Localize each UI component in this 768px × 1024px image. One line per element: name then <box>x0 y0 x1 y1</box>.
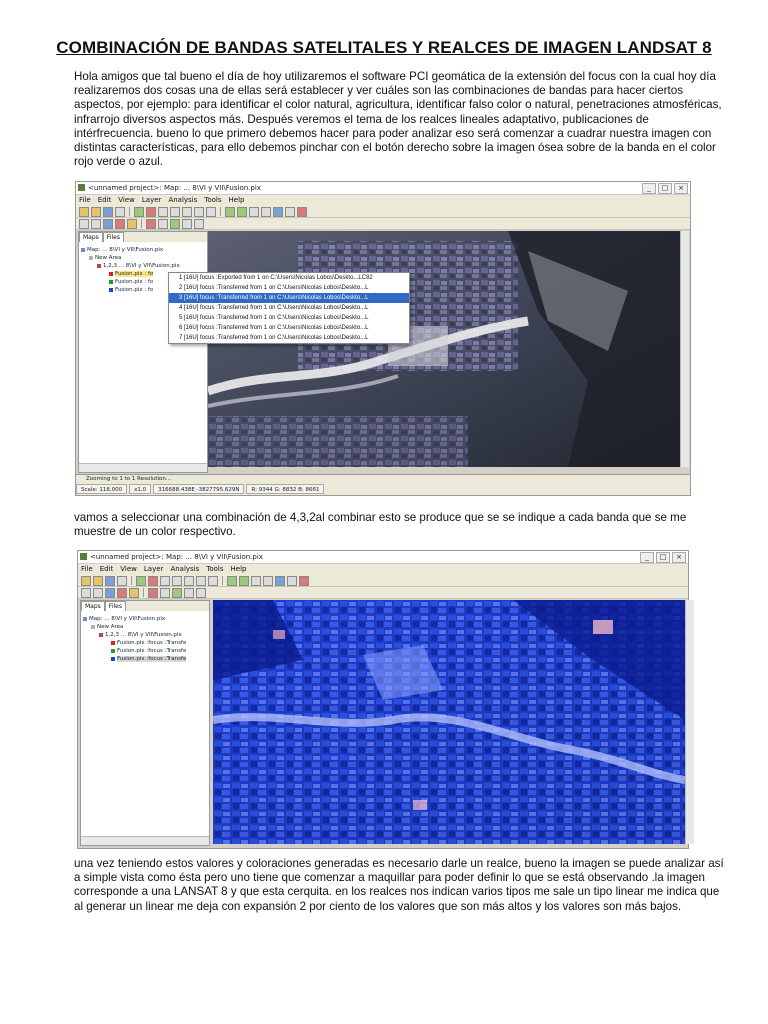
cut-icon[interactable] <box>172 576 182 586</box>
app-icon <box>80 553 87 560</box>
screenshot-pci-false-color <box>77 550 689 849</box>
tree-item-green[interactable]: Fusion.pix : fo <box>81 278 205 286</box>
histogram-icon[interactable] <box>299 576 309 586</box>
context-item-band-3[interactable]: 3 [16U] focus :Transferred from 1 on C:\Users\Nicolas Lobos\Deskto...L <box>169 293 409 303</box>
tree-item-blue[interactable]: Fusion.pix : fo <box>81 286 205 294</box>
minimize-button[interactable]: _ <box>642 183 656 194</box>
blue-channel-icon <box>109 288 113 292</box>
red-channel-icon <box>109 272 113 276</box>
print-icon[interactable] <box>115 207 125 217</box>
undo-icon[interactable] <box>208 576 218 586</box>
palette-icon[interactable] <box>129 588 139 598</box>
status-message: Zooming to 1 to 1 Resolution... <box>86 476 172 482</box>
pan-icon[interactable] <box>261 207 271 217</box>
tab-maps[interactable]: Maps <box>81 601 105 611</box>
green-channel-icon <box>109 280 113 284</box>
zoom-out-icon[interactable] <box>239 576 249 586</box>
zoom-out-icon[interactable] <box>237 207 247 217</box>
open-file-icon[interactable] <box>91 207 101 217</box>
open-file-icon[interactable] <box>93 576 103 586</box>
toolbar-main <box>76 206 690 218</box>
status-zoom: x1.0 <box>129 484 151 494</box>
menu-view[interactable]: View <box>120 565 137 573</box>
menu-edit[interactable]: Edit <box>97 196 112 204</box>
grid-icon[interactable] <box>273 207 283 217</box>
select-icon[interactable] <box>91 219 101 229</box>
maps-pane <box>80 600 210 846</box>
window-titlebar <box>78 551 688 564</box>
menu-edit[interactable]: Edit <box>99 565 114 573</box>
save-icon[interactable] <box>105 576 115 586</box>
blue-channel-icon <box>111 657 115 661</box>
context-item-band-4[interactable]: 4 [16U] focus :Transferred from 1 on C:\Users\Nicolas Lobos\Deskto...L <box>179 305 369 311</box>
tree-item-map[interactable]: Map: ... 8\VI y VII\Fusion.pix <box>81 246 205 254</box>
fill-icon[interactable] <box>172 588 182 598</box>
map-vscroll[interactable] <box>680 231 689 467</box>
histogram-icon[interactable] <box>297 207 307 217</box>
tree-item-layer[interactable]: 1,2,3 ... 8\VI y VII\Fusion.pix <box>81 262 205 270</box>
fill-icon[interactable] <box>170 219 180 229</box>
toolbar-secondary <box>78 587 688 599</box>
stop-icon[interactable] <box>146 207 156 217</box>
draw-icon[interactable] <box>115 219 125 229</box>
window-title: <unnamed project>: Map: ... 8\VI y VII\Fusion.pix <box>90 553 263 561</box>
new-file-icon[interactable] <box>81 576 91 586</box>
tree-item-red[interactable]: Fusion.pix : fo <box>81 270 205 278</box>
status-bar <box>76 474 690 495</box>
context-item-band-5[interactable]: 5 [16U] focus :Transferred from 1 on C:\Users\Nicolas Lobos\Deskto...L <box>179 315 369 321</box>
maximize-button[interactable]: □ <box>656 552 670 563</box>
paste-icon[interactable] <box>194 207 204 217</box>
zoom-extent-icon[interactable] <box>251 576 261 586</box>
map-icon <box>81 248 85 252</box>
menu-help[interactable]: Help <box>228 196 245 204</box>
tree-item-red[interactable]: Fusion.pix :focus :Transfe <box>83 639 207 647</box>
area-icon <box>89 256 93 260</box>
tab-files[interactable]: Files <box>105 601 126 611</box>
band-context-menu <box>168 272 410 344</box>
table-icon[interactable] <box>287 576 297 586</box>
undo-icon[interactable] <box>206 207 216 217</box>
line-icon[interactable] <box>146 219 156 229</box>
combination-paragraph: vamos a seleccionar una combinación de 4,3,2al combinar esto se produce que se se indique a cada banda que se me muestre de un color respectivo. <box>74 511 687 539</box>
menu-tools[interactable]: Tools <box>204 196 222 204</box>
status-rgb: R: 9344 G: 8832 B: 8661 <box>246 484 324 494</box>
toolbar-main <box>78 575 688 587</box>
satellite-image-false-color <box>213 600 685 844</box>
layer-icon[interactable] <box>136 576 146 586</box>
menu-file[interactable]: File <box>81 565 93 573</box>
menu-bar <box>78 564 688 575</box>
pointer-icon[interactable] <box>79 219 89 229</box>
draw-icon[interactable] <box>117 588 127 598</box>
align-icon[interactable] <box>196 588 206 598</box>
rgb-layer-icon <box>97 264 101 268</box>
line-icon[interactable] <box>148 588 158 598</box>
intro-paragraph: Hola amigos que tal bueno el día de hoy utilizaremos el software PCI geomática de la extensión del focus con la cual hoy día realizaremos dos cosas una de ellas será establecer y ver cuáles son las combinaciones de bandas para hacer ciertos aspectos, por ejemplo: para identificar el color natural, agricultura, identificar falso color o natural, penetraciones atmosféricas, infrarrojo diversos aspectos más. Después veremos el tema de los realces lineales adaptativo, publicaciones de intérfrecuencia. bueno lo que primero debemos hacer para poder analizar eso será comenzar a cuadrar nuestra imagen con distintas características, para ello debemos pinchar con el botón derecho sobre la imagen ósea sobre de la banda en el color rojo verde o azul. <box>74 70 722 169</box>
map-icon <box>83 617 87 621</box>
window-title: <unnamed project>: Map: ... 8\VI y VII\Fusion.pix <box>88 184 261 192</box>
font-icon[interactable] <box>184 588 194 598</box>
refresh-icon[interactable] <box>160 576 170 586</box>
status-scale: Scale: 118,000 <box>76 484 127 494</box>
zoom-in-icon[interactable] <box>227 576 237 586</box>
table-icon[interactable] <box>285 207 295 217</box>
context-item-band-1[interactable]: 1 [16U] focus :Exported from 1 on C:\Users\Nicolas Lobos\Deskto...LC82 <box>179 275 373 281</box>
menu-analysis[interactable]: Analysis <box>168 196 198 204</box>
area-icon <box>91 625 95 629</box>
palette-icon[interactable] <box>127 219 137 229</box>
context-item-band-6[interactable]: 6 [16U] focus :Transferred from 1 on C:\Users\Nicolas Lobos\Deskto...L <box>179 325 369 331</box>
menu-file[interactable]: File <box>79 196 91 204</box>
text-icon[interactable] <box>105 588 115 598</box>
paste-icon[interactable] <box>196 576 206 586</box>
close-button[interactable]: × <box>672 552 686 563</box>
print-icon[interactable] <box>117 576 127 586</box>
tab-files[interactable]: Files <box>103 232 124 242</box>
layer-icon[interactable] <box>134 207 144 217</box>
document-title: COMBINACIÓN DE BANDAS SATELITALES Y REALCES DE IMAGEN LANDSAT 8 <box>56 38 712 57</box>
select-icon[interactable] <box>93 588 103 598</box>
new-file-icon[interactable] <box>79 207 89 217</box>
copy-icon[interactable] <box>184 576 194 586</box>
map-view-natural[interactable] <box>208 231 680 467</box>
menu-layer[interactable]: Layer <box>141 196 162 204</box>
tab-maps[interactable]: Maps <box>79 232 103 242</box>
tree-item-blue[interactable]: Fusion.pix :focus :Transfe <box>83 655 207 663</box>
tree-item-area[interactable]: New Area <box>83 623 207 631</box>
tree-item-green[interactable]: Fusion.pix :focus :Transfe <box>83 647 207 655</box>
menu-help[interactable]: Help <box>230 565 247 573</box>
polygon-icon[interactable] <box>158 219 168 229</box>
pointer-icon[interactable] <box>81 588 91 598</box>
context-item-band-2[interactable]: 2 [16U] focus :Transferred from 1 on C:\Users\Nicolas Lobos\Deskto...L <box>179 285 369 291</box>
text-icon[interactable] <box>103 219 113 229</box>
enhancement-paragraph: una vez teniendo estos valores y coloraciones generadas es necesario darle un realce, bueno la imagen se puede analizar así a simple vista como ésta pero uno tiene que comenzar a maquillar para poder definir lo que se está observando .la imagen corresponde a una LANSAT 8 y que esta cerquita. en los realces nos indican varios tipos me sale un tipo linear me indica que al generar un linear me deja con expansión 2 por ciento de los valores que son más altos y los valores son más bajos. <box>74 857 724 913</box>
pan-icon[interactable] <box>263 576 273 586</box>
close-button[interactable]: × <box>674 183 688 194</box>
zoom-extent-icon[interactable] <box>249 207 259 217</box>
tree-item-area[interactable]: New Area <box>81 254 205 262</box>
minimize-button[interactable]: _ <box>640 552 654 563</box>
menu-bar <box>76 195 690 206</box>
copy-icon[interactable] <box>182 207 192 217</box>
map-vscroll[interactable] <box>685 600 694 844</box>
status-coords: 316688.438E -3827795.629N <box>153 484 244 494</box>
left-hscroll[interactable] <box>79 463 207 472</box>
rgb-layer-icon <box>99 633 103 637</box>
polygon-icon[interactable] <box>160 588 170 598</box>
tree-item-layer[interactable]: 1,2,3 ... 8\VI y VII\Fusion.pix <box>83 631 207 639</box>
context-item-band-7[interactable]: 7 [16U] focus :Transferred from 1 on C:\Users\Nicolas Lobos\Deskto...L <box>179 335 369 341</box>
maps-pane <box>78 231 208 473</box>
zoom-in-icon[interactable] <box>225 207 235 217</box>
map-view-false-color[interactable] <box>213 600 685 844</box>
window-titlebar <box>76 182 690 195</box>
save-icon[interactable] <box>103 207 113 217</box>
menu-tools[interactable]: Tools <box>206 565 224 573</box>
stop-icon[interactable] <box>148 576 158 586</box>
align-icon[interactable] <box>194 219 204 229</box>
font-icon[interactable] <box>182 219 192 229</box>
maximize-button[interactable]: □ <box>658 183 672 194</box>
grid-icon[interactable] <box>275 576 285 586</box>
left-hscroll[interactable] <box>81 836 209 845</box>
tree-item-map[interactable]: Map: ... 8\VI y VII\Fusion.pix <box>83 615 207 623</box>
toolbar-secondary <box>76 218 690 230</box>
app-icon <box>78 184 85 191</box>
menu-view[interactable]: View <box>118 196 135 204</box>
red-channel-icon <box>111 641 115 645</box>
cut-icon[interactable] <box>170 207 180 217</box>
layer-tree <box>81 611 209 667</box>
menu-analysis[interactable]: Analysis <box>170 565 200 573</box>
menu-layer[interactable]: Layer <box>143 565 164 573</box>
green-channel-icon <box>111 649 115 653</box>
refresh-icon[interactable] <box>158 207 168 217</box>
satellite-image-natural <box>208 231 680 467</box>
